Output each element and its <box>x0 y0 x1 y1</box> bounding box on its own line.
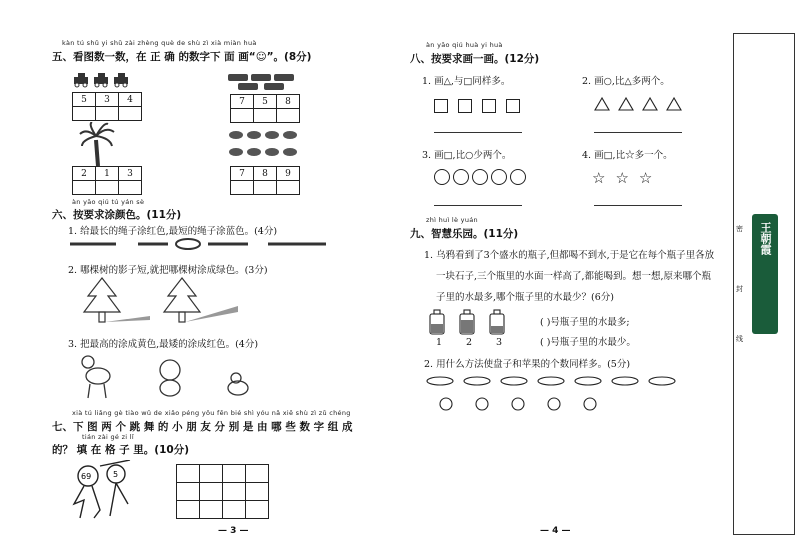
q8-answer-line-2[interactable] <box>594 132 682 133</box>
grid-cell[interactable]: 7 <box>231 167 254 181</box>
square-shape <box>458 99 472 113</box>
animals-picture <box>78 350 278 402</box>
q9-item1-line2: 一块石子,三个瓶里的水面一样高了,都能喝到。想一想,原来哪个瓶 <box>436 271 712 282</box>
q9-answer-least[interactable]: ( )号瓶子里的水最少。 <box>540 337 636 348</box>
bottle-label-2: 2 <box>466 337 473 348</box>
q9-title: 九、智慧乐园。(11分) <box>410 228 519 240</box>
grid-cell[interactable] <box>246 465 269 483</box>
binding-strip <box>733 33 795 535</box>
q7-answer-grid <box>176 464 269 519</box>
circle-shape <box>472 169 488 185</box>
star-icons: ☆☆☆ <box>592 169 663 187</box>
grid-cell[interactable] <box>96 107 119 121</box>
q7-title2: 的？ 填 在 格 子 里。(10分) <box>52 444 189 456</box>
grid-cell[interactable] <box>254 181 277 195</box>
grid-cell[interactable] <box>177 465 200 483</box>
dancer-b-label: 5 <box>113 470 119 479</box>
seal-label-3: 线 <box>736 335 743 343</box>
grid-cell[interactable]: 5 <box>73 93 96 107</box>
grid-cell[interactable] <box>231 109 254 123</box>
q9-answer-most[interactable]: ( )号瓶子里的水最多; <box>540 317 630 328</box>
page-number-4: — 4 — <box>540 526 571 536</box>
q7-pinyin2: tián zài gé zi lǐ <box>82 433 134 441</box>
q6-pinyin: àn yāo qiú tú yán sè <box>72 198 145 206</box>
grid-cell[interactable] <box>277 181 300 195</box>
grid-cell[interactable] <box>254 109 277 123</box>
grid-cell[interactable] <box>73 107 96 121</box>
square-shape <box>506 99 520 113</box>
q5-grid-4 <box>230 166 300 195</box>
grid-cell[interactable] <box>119 181 142 195</box>
bottle-label-3: 3 <box>496 337 503 348</box>
q8-circles <box>434 169 529 189</box>
grid-cell[interactable] <box>96 181 119 195</box>
fish-picture <box>226 128 302 162</box>
seal-label-2: 封 <box>736 285 743 293</box>
grid-cell[interactable] <box>246 501 269 519</box>
grid-cell[interactable] <box>231 181 254 195</box>
q5-grid-2 <box>230 94 300 123</box>
q5-grid-1 <box>72 92 142 121</box>
q9-pinyin: zhì huì lè yuán <box>426 216 478 224</box>
grid-cell[interactable]: 8 <box>277 95 300 109</box>
brand-logo: 王朝霞 <box>752 214 778 334</box>
q8-answer-line-4[interactable] <box>594 205 682 206</box>
q7-pinyin: xià tú liǎng gè tiào wǔ de xiǎo péng yǒu fēn bié shì yóu nǎ xiē shù zì zǔ chéng <box>72 409 351 417</box>
q6-title: 六、按要求涂颜色。(11分) <box>52 209 182 221</box>
q9-item2: 2. 用什么方法使盘子和苹果的个数同样多。(5分) <box>424 359 631 370</box>
grid-cell[interactable]: 7 <box>231 95 254 109</box>
q6-item1: 1. 给最长的绳子涂红色,最短的绳子涂蓝色。(4分) <box>68 226 278 237</box>
q8-answer-line-1[interactable] <box>434 132 522 133</box>
grid-cell[interactable]: 8 <box>254 167 277 181</box>
triangles-picture <box>594 96 686 112</box>
q8-item3: 3. 画□,比○少两个。 <box>422 150 512 161</box>
grid-cell[interactable]: 9 <box>277 167 300 181</box>
circle-shape <box>491 169 507 185</box>
q5-grid-3 <box>72 166 142 195</box>
q5-pinyin: kàn tú shǔ yi shǔ zài zhèng què de shù zì xià miàn huà <box>62 39 257 47</box>
q7-title: 七、下 图 两 个 跳 舞 的 小 朋 友 分 别 是 由 哪 些 数 字 组 成 <box>52 421 353 433</box>
buses-picture <box>226 72 298 92</box>
q8-pinyin: àn yāo qiú huà yi huà <box>426 41 503 49</box>
dancers-picture <box>70 460 140 522</box>
grid-cell[interactable] <box>223 501 246 519</box>
q5-title: 五、看图数一数，在 正 确 的数字下 面 画“☺”。(8分) <box>52 51 312 63</box>
q9-item1-line1: 1. 乌鸦看到了3个盛水的瓶子,但都喝不到水,于是它在每个瓶子里各放 <box>424 250 715 261</box>
q6-item2: 2. 哪棵树的影子短,就把哪棵树涂成绿色。(3分) <box>68 265 268 276</box>
grid-cell[interactable]: 4 <box>119 93 142 107</box>
plates-apples-picture <box>426 374 686 414</box>
smiley-icon: ☺ <box>255 51 267 63</box>
circle-shape <box>510 169 526 185</box>
circle-shape <box>453 169 469 185</box>
seal-label-1: 密 <box>736 225 743 233</box>
grid-cell[interactable] <box>200 465 223 483</box>
grid-cell[interactable]: 5 <box>254 95 277 109</box>
grid-cell[interactable] <box>119 107 142 121</box>
q8-item1: 1. 画△,与□同样多。 <box>422 76 511 87</box>
palm-tree-picture <box>78 122 118 166</box>
square-shape <box>482 99 496 113</box>
circle-shape <box>434 169 450 185</box>
ropes-picture <box>68 237 328 251</box>
grid-cell[interactable] <box>223 465 246 483</box>
grid-cell[interactable]: 3 <box>119 167 142 181</box>
q8-answer-line-3[interactable] <box>434 205 522 206</box>
q8-item4: 4. 画□,比☆多一个。 <box>582 150 673 161</box>
q8-item2: 2. 画○,比△多两个。 <box>582 76 670 87</box>
q8-title: 八、按要求画一画。(12分) <box>410 53 540 65</box>
dancer-a-label: 69 <box>81 472 92 481</box>
page-number-3: — 3 — <box>218 526 249 536</box>
q8-squares <box>434 98 530 117</box>
trees-picture <box>80 276 240 330</box>
grid-cell[interactable] <box>200 501 223 519</box>
grid-cell[interactable] <box>73 181 96 195</box>
grid-cell[interactable]: 3 <box>96 93 119 107</box>
grid-cell[interactable] <box>223 483 246 501</box>
cars-picture <box>72 72 142 90</box>
q9-item1-line3: 子里的水最多,哪个瓶子里的水最少？(6分) <box>436 292 614 303</box>
grid-cell[interactable]: 2 <box>73 167 96 181</box>
square-shape <box>434 99 448 113</box>
grid-cell[interactable] <box>277 109 300 123</box>
q6-item3: 3. 把最高的涂成黄色,最矮的涂成红色。(4分) <box>68 339 259 350</box>
bottle-label-1: 1 <box>436 337 443 348</box>
grid-cell[interactable] <box>177 501 200 519</box>
grid-cell[interactable] <box>200 483 223 501</box>
grid-cell[interactable]: 1 <box>96 167 119 181</box>
grid-cell[interactable] <box>177 483 200 501</box>
grid-cell[interactable] <box>246 483 269 501</box>
